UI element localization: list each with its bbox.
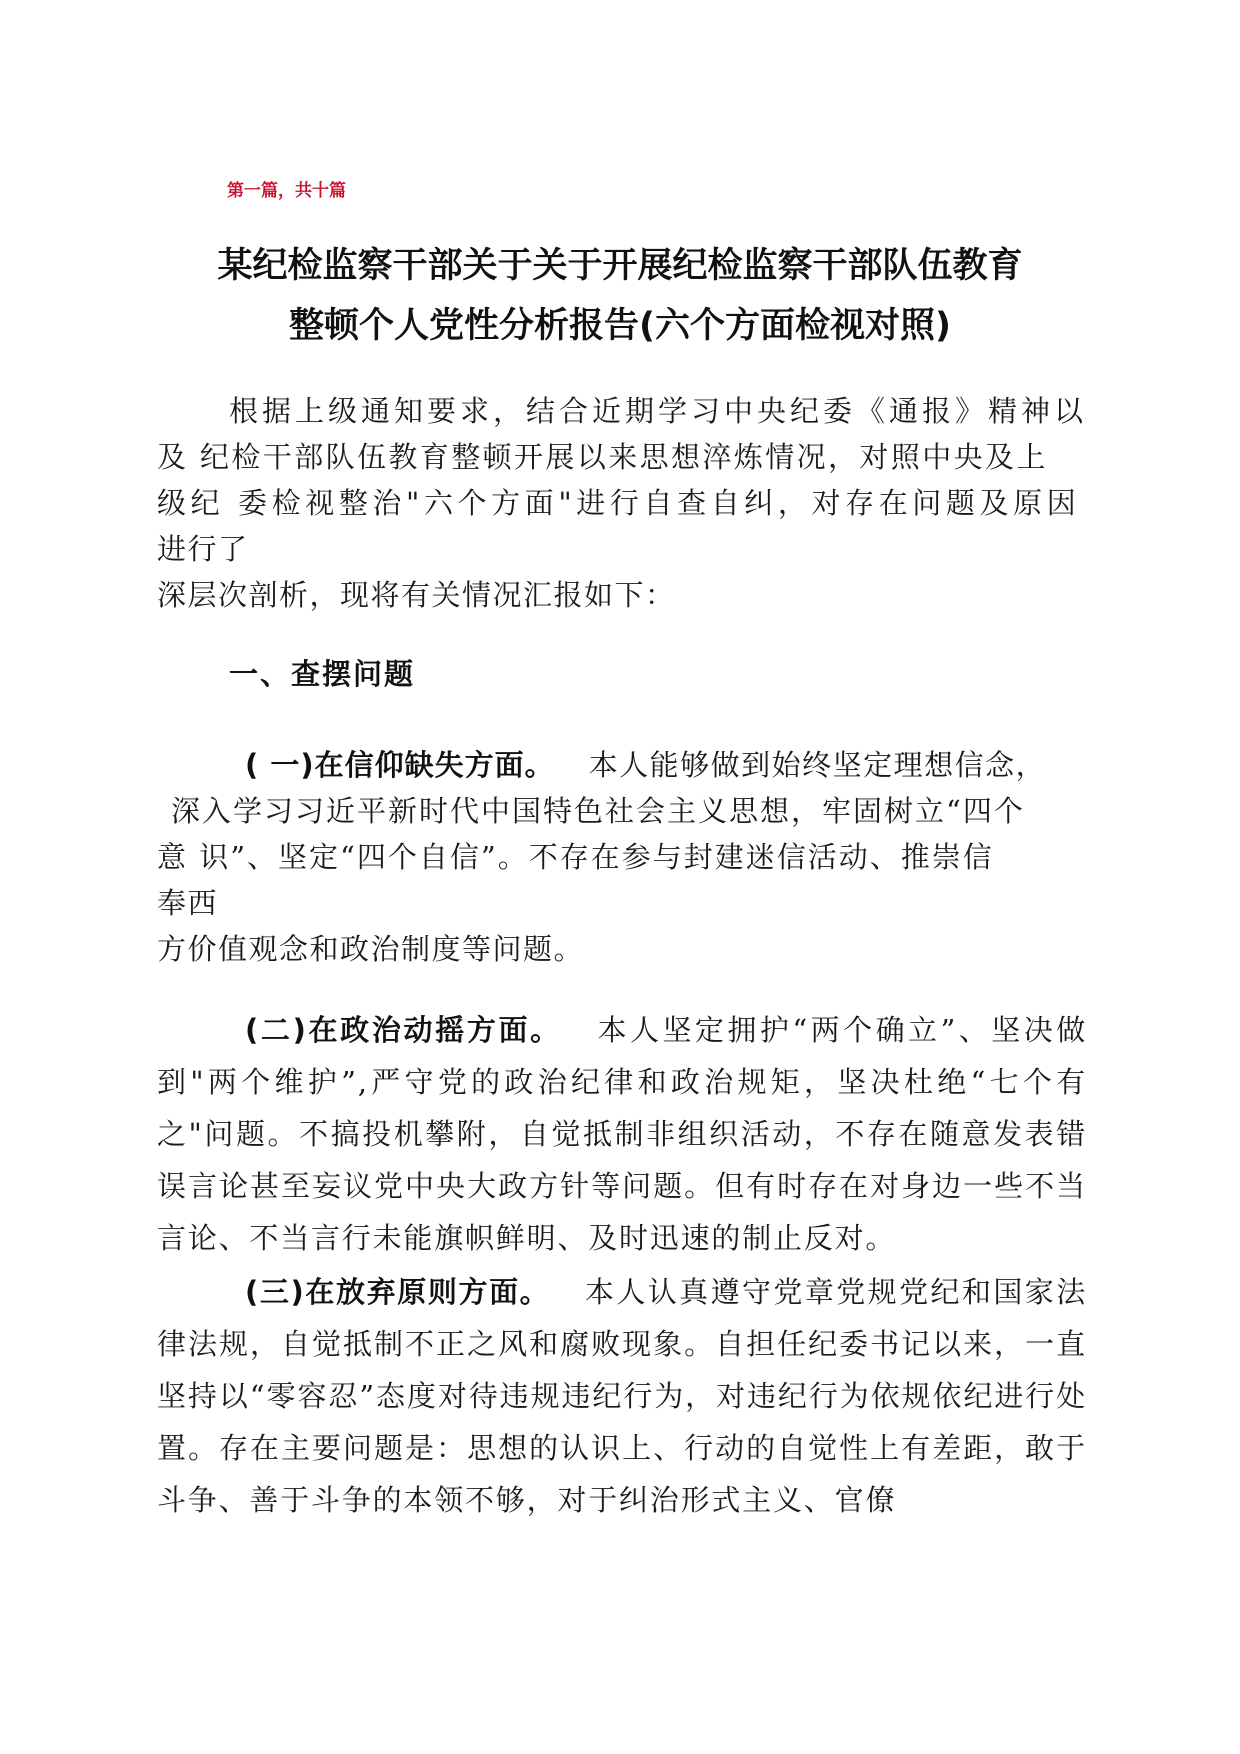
item-2-paragraph — [157, 1004, 1087, 1264]
item-1-line-4: 奉西 — [157, 886, 219, 920]
intro-line-1: 根据上级通知要求，结合近期学习中央纪委《通报》精神以 — [229, 394, 1088, 428]
section-heading-1: 一、查摆问题 — [229, 657, 416, 691]
item-1-line-5: 方价值观念和政治制度等问题。 — [157, 932, 585, 966]
item-3-text: 本人认真遵守党章党规党纪和国家法律法规，自觉抵制不正之风和腐败现象。自担任纪委书记以来，一直坚持以“零容忍”态度对待违规违纪行为，对违纪行为依规依纪进行处置。存在主要问题是：思想的认识上、行动的自觉性上有差距，敢于斗争、善于斗争的本领不够，对于纠治形式主义、官僚 — [157, 1275, 1087, 1517]
item-2-heading: (二)在政治动摇方面。 — [245, 1013, 562, 1047]
item-1-line-1 — [157, 742, 1077, 788]
item-1-line-3: 意 识”、坚定“四个自信”。不存在参与封建迷信活动、推崇信 — [157, 840, 994, 874]
intro-line-2: 及 纪检干部队伍教育整顿开展以来思想淬炼情况，对照中央及上 — [157, 440, 1048, 474]
series-label: 第一篇，共十篇 — [227, 181, 346, 201]
title-line-2: 整顿个人党性分析报告(六个方面检视对照) — [289, 306, 951, 346]
item-3-paragraph — [157, 1266, 1087, 1526]
document-title — [160, 236, 1080, 356]
intro-line-4: 进行了 — [157, 532, 249, 566]
item-1-heading: ( 一)在信仰缺失方面。 — [245, 748, 555, 782]
item-1-paragraph — [157, 742, 1077, 972]
title-line-1: 某纪检监察干部关于关于开展纪检监察干部队伍教育 — [217, 246, 1023, 286]
item-1-line-1-text: 本人能够做到始终坚定理想信念， — [588, 748, 1047, 782]
item-1-line-2: 深入学习习近平新时代中国特色社会主义思想，牢固树立“四个 — [171, 794, 1025, 828]
item-2-text: 本人坚定拥护“两个确立”、坚决做到"两个维护”,严守党的政治纪律和政治规矩，坚决杜绝“七个有之"问题。不搞投机攀附，自觉抵制非组织活动，不存在随意发表错误言论甚至妄议党中央大政方针等问题。但有时存在对身边一些不当言论、不当言行未能旗帜鲜明、及时迅速的制止反对。 — [157, 1013, 1087, 1255]
item-3-heading: (三)在放弃原则方面。 — [245, 1275, 551, 1309]
intro-line-5: 深层次剖析，现将有关情况汇报如下： — [157, 578, 676, 612]
intro-paragraph — [157, 388, 1088, 618]
intro-line-3: 级纪 委检视整治"六个方面"进行自查自纠，对存在问题及原因 — [157, 486, 1081, 520]
